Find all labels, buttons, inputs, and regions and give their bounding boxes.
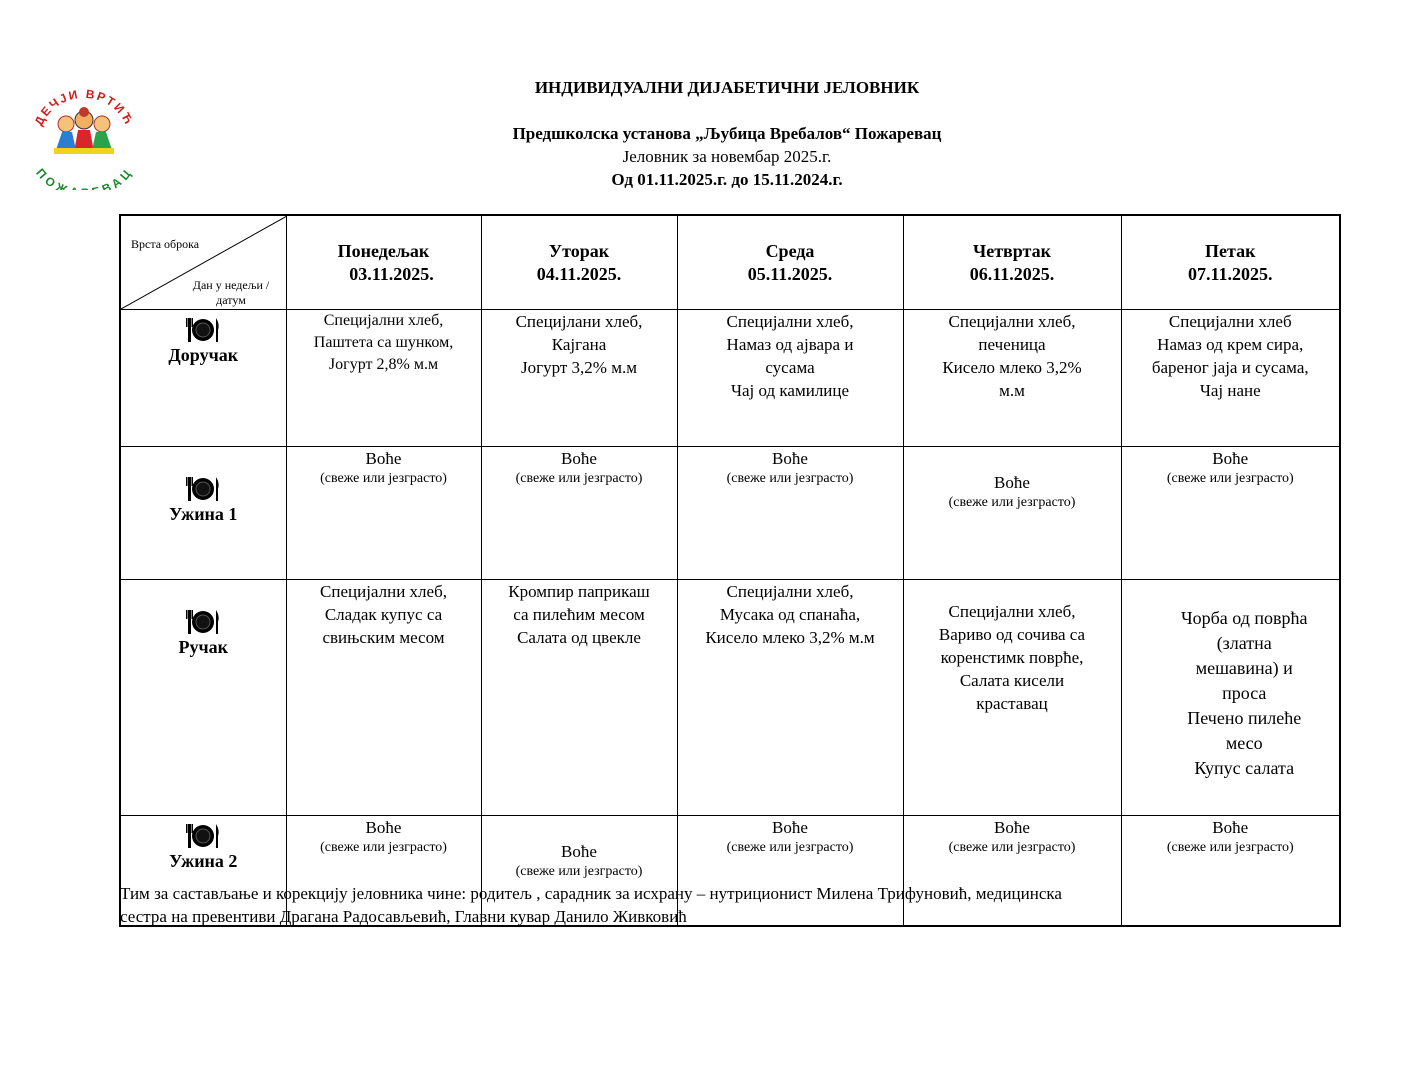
meal-row-breakfast bbox=[120, 310, 1340, 447]
corner-day-label bbox=[181, 278, 281, 308]
day-date: 07.11.2025. bbox=[1187, 264, 1273, 284]
fruit-label: Воће bbox=[365, 818, 402, 837]
fruit-note: (свеже или језграсто) bbox=[948, 840, 1076, 855]
cell-line: Салата од цвекле bbox=[517, 628, 641, 647]
cell-line: Јогурт 2,8% м.м bbox=[328, 356, 439, 373]
menu-cell bbox=[481, 310, 677, 447]
menu-period: Од 01.11.2025.г. до 15.11.2024.г. bbox=[611, 170, 843, 189]
institution-name: Предшколска установа „Љубица Вребалов“ Пожаревац bbox=[512, 124, 942, 143]
cell-line: Паштета са шунком, bbox=[313, 334, 454, 351]
day-name: Среда bbox=[765, 241, 815, 261]
fruit-note: (свеже или језграсто) bbox=[320, 840, 447, 855]
meal-label: Ужина 2 bbox=[169, 851, 238, 871]
fruit-label: Воће bbox=[994, 818, 1030, 837]
menu-cell bbox=[677, 580, 903, 816]
cell-line: Специјални хлеб, bbox=[948, 602, 1076, 621]
day-name: Петак bbox=[1205, 241, 1256, 261]
plate-cutlery-icon bbox=[185, 316, 221, 344]
cell-line: бареног јаја и сусама, bbox=[1151, 358, 1309, 377]
menu-cell bbox=[481, 580, 677, 816]
menu-cell bbox=[903, 447, 1121, 580]
cell-line: Салата кисели bbox=[959, 671, 1065, 690]
day-date: 05.11.2025. bbox=[747, 264, 833, 284]
cell-line: коренстимк поврће, bbox=[940, 648, 1084, 667]
menu-cell bbox=[903, 310, 1121, 447]
cell-line: Намаз од крем сира, bbox=[1157, 335, 1304, 354]
fruit-label: Воће bbox=[772, 818, 808, 837]
meal-row-snack-1 bbox=[120, 447, 1340, 580]
fruit-note: (свеже или језграсто) bbox=[515, 471, 643, 486]
cell-line: Чај од камилице bbox=[730, 381, 850, 400]
meal-label-cell bbox=[120, 447, 286, 580]
menu-cell bbox=[286, 447, 481, 580]
menu-cell bbox=[286, 580, 481, 816]
footer-line-1: Тим за састављање и корекцију јеловника чине: родитељ , сарадник за исхрану – нутриционист Милена Трифуновић, медицинска bbox=[120, 884, 1062, 903]
corner-meal-type-label: Врста оброка bbox=[131, 237, 200, 251]
cell-line: Намаз од ајвара и bbox=[726, 335, 854, 354]
cell-line: Специјални хлеб, bbox=[726, 312, 854, 331]
cell-line: Кисело млеко 3,2% bbox=[942, 358, 1082, 377]
day-name: Уторак bbox=[548, 241, 610, 261]
header-row bbox=[120, 215, 1340, 310]
meal-label: Доручак bbox=[168, 345, 239, 365]
fruit-note: (свеже или језграсто) bbox=[515, 864, 643, 879]
cell-line: са пилећим месом bbox=[513, 605, 645, 624]
menu-cell bbox=[1121, 580, 1340, 816]
cell-line: Чорба од поврћа bbox=[1180, 608, 1308, 628]
fruit-note: (свеже или језграсто) bbox=[948, 495, 1076, 510]
cell-line: Специјални хлеб, bbox=[948, 312, 1076, 331]
corner-day-line1: Дан у недељи / bbox=[192, 278, 270, 292]
menu-cell bbox=[1121, 310, 1340, 447]
cell-line: м.м bbox=[999, 381, 1025, 400]
cell-line: Специјални хлеб, bbox=[323, 312, 444, 329]
cell-line: Кајгана bbox=[551, 335, 607, 354]
cell-line: Сладак купус са bbox=[324, 605, 443, 624]
cell-line: Специјални хлеб bbox=[1168, 312, 1292, 331]
cell-line: месо bbox=[1225, 733, 1263, 753]
cell-line: свињским месом bbox=[322, 628, 445, 647]
meal-label-cell bbox=[120, 580, 286, 816]
corner-day-line2: датум bbox=[216, 293, 246, 307]
page-title: ИНДИВИДУАЛНИ ДИЈАБЕТИЧНИ ЈЕЛОВНИК bbox=[534, 78, 920, 97]
fruit-label: Воће bbox=[561, 449, 597, 468]
fruit-note: (свеже или језграсто) bbox=[1166, 471, 1294, 486]
cell-line: Печено пилеће bbox=[1187, 708, 1302, 728]
day-date: 06.11.2025. bbox=[969, 264, 1055, 284]
day-name: Понедељак bbox=[337, 241, 430, 261]
cell-line: печеница bbox=[978, 335, 1046, 354]
logo-bottom-text: ПОЖ ВАЦ bbox=[33, 165, 135, 190]
cell-line: Специјални хлеб, bbox=[726, 582, 854, 601]
plate-cutlery-icon bbox=[185, 475, 221, 503]
cell-line: Специјлани хлеб, bbox=[515, 312, 643, 331]
cell-line: Вариво од сочива са bbox=[938, 625, 1086, 644]
menu-cell bbox=[1121, 447, 1340, 580]
cell-line: мешавина) и bbox=[1195, 658, 1293, 678]
fruit-label: Воће bbox=[561, 842, 597, 861]
menu-month: Јеловник за новембар 2025.г. bbox=[622, 147, 832, 166]
cell-line: Чај нане bbox=[1199, 381, 1261, 400]
day-header-tuesday bbox=[481, 215, 677, 310]
day-name: Четвртак bbox=[973, 241, 1051, 261]
corner-cell bbox=[120, 215, 286, 310]
menu-cell bbox=[677, 447, 903, 580]
cell-line: проса bbox=[1222, 683, 1267, 703]
cell-line: краставац bbox=[976, 694, 1048, 713]
menu-cell bbox=[677, 310, 903, 447]
footer-line-2: сестра на превентиви Драгана Радосављевић, Главни кувар Данило Живковић bbox=[120, 907, 687, 926]
fruit-note: (свеже или језграсто) bbox=[1166, 840, 1294, 855]
fruit-note: (свеже или језграсто) bbox=[726, 471, 854, 486]
cell-line: Кромпир паприкаш bbox=[508, 582, 650, 601]
cell-line: Мусака од спанаћа, bbox=[719, 605, 861, 624]
day-header-monday bbox=[286, 215, 481, 310]
menu-cell bbox=[481, 447, 677, 580]
cell-line: сусама bbox=[765, 358, 815, 377]
meal-row-lunch bbox=[120, 580, 1340, 816]
fruit-label: Воће bbox=[772, 449, 808, 468]
cell-line: Специјални хлеб, bbox=[320, 582, 447, 601]
logo-top-text: ДЕЧЈИ ВРТИЋ bbox=[31, 86, 137, 128]
day-header-friday bbox=[1121, 215, 1340, 310]
menu-cell bbox=[286, 310, 481, 447]
fruit-note: (свеже или језграсто) bbox=[726, 840, 854, 855]
fruit-label: Воће bbox=[1212, 449, 1249, 468]
fruit-label: Воће bbox=[365, 449, 402, 468]
meal-label-cell bbox=[120, 310, 286, 447]
cell-line: (златна bbox=[1216, 633, 1272, 653]
cell-line: Кисело млеко 3,2% м.м bbox=[705, 628, 875, 647]
menu-table bbox=[119, 214, 1341, 927]
plate-cutlery-icon bbox=[185, 608, 221, 636]
meal-label: Ручак bbox=[178, 637, 229, 657]
plate-cutlery-icon bbox=[185, 822, 221, 850]
day-header-thursday bbox=[903, 215, 1121, 310]
cell-line: Јогурт 3,2% м.м bbox=[521, 358, 637, 377]
team-footer bbox=[120, 882, 1320, 928]
meal-label: Ужина 1 bbox=[169, 504, 238, 524]
fruit-note: (свеже или језграсто) bbox=[320, 471, 447, 486]
cell-line: Купус салата bbox=[1194, 758, 1295, 778]
fruit-label: Воће bbox=[1212, 818, 1249, 837]
menu-cell bbox=[903, 580, 1121, 816]
day-date: 03.11.2025. bbox=[349, 264, 434, 284]
day-header-wednesday bbox=[677, 215, 903, 310]
fruit-label: Воће bbox=[994, 473, 1030, 492]
day-date: 04.11.2025. bbox=[536, 264, 622, 284]
